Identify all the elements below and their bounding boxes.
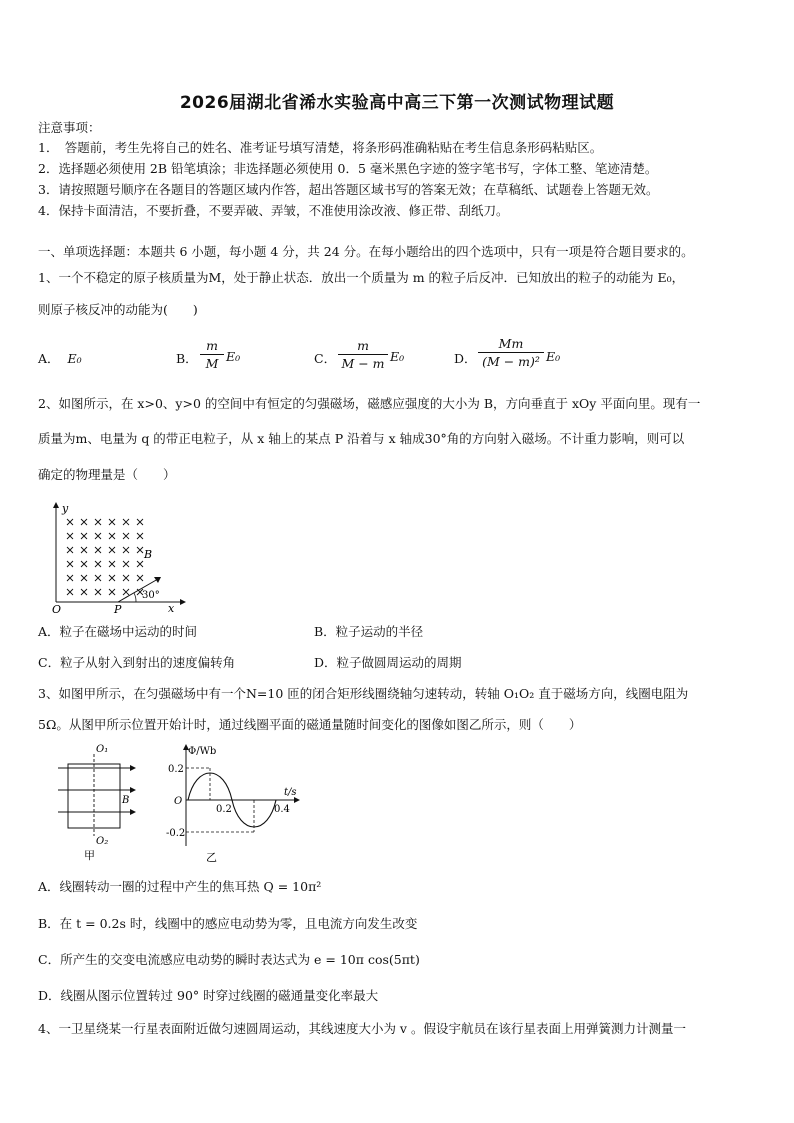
q3-coil-figure [58,740,138,865]
option-expr: E₀ [67,351,82,366]
field-cross-mark [137,533,143,539]
q1-option-c-fraction [338,338,388,371]
q1-option-c-tail: E₀ [390,349,405,364]
q2-option-a: A．粒子在磁场中运动的时间 [38,624,198,639]
q1-option-b-fraction [200,338,224,371]
field-cross-mark [109,561,115,567]
q2-stem-line2: 质量为m、电量为 q 的带正电粒子，从 x 轴上的某点 P 沿着与 x 轴成30°角的方向射入磁场。不计重力影响，则可以 [38,431,685,446]
angle-label: 30° [142,590,160,601]
field-b-label: B [144,548,153,561]
q1-option-b-label: B． [176,351,198,366]
field-cross-mark [67,561,73,567]
field-cross-mark [95,533,101,539]
q3-option-c: C．所产生的交变电流感应电动势的瞬时表达式为 e = 10π cos(5πt) [38,952,420,967]
field-cross-mark [67,519,73,525]
numerator: m [357,338,369,353]
x-tick-0-2: 0.2 [216,804,232,815]
q1-stem-line2: 则原子核反冲的动能为( ) [38,302,198,317]
origin-label: O [52,603,62,615]
y-axis-label: Φ/Wb [188,746,217,757]
q2-option-c: C．粒子从射入到射出的速度偏转角 [38,655,236,670]
denominator: M [205,356,219,371]
field-cross-mark [67,533,73,539]
field-cross-mark [123,519,129,525]
q2-stem-line1: 2、如图所示，在 x>0、y>0 的空间中有恒定的匀强磁场，磁感应强度的大小为 B，方向垂直于 xOy 平面向里。现有一 [38,396,701,411]
axis-o2-label: O₂ [96,836,109,847]
notice-heading: 注意事项： [38,120,101,135]
field-cross-mark [109,575,115,581]
page-title: 2026届湖北省浠水实验高中高三下第一次测试物理试题 [179,93,615,113]
field-cross-mark [109,547,115,553]
field-cross-mark [81,561,87,567]
section-heading: 一、单项选择题：本题共 6 小题，每小题 4 分，共 24 分。在每小题给出的四个选项中，只有一项是符合题目要求的。 [38,244,694,259]
field-cross-mark [67,547,73,553]
field-cross-mark [95,589,101,595]
field-cross-mark [95,561,101,567]
figure-caption-yi: 乙 [206,851,217,864]
y-axis-label: y [62,502,69,515]
field-cross-mark [95,575,101,581]
point-p-label: P [114,603,122,615]
field-cross-mark [67,575,73,581]
x-tick-0-4: 0.4 [274,804,290,815]
y-tick-bottom: -0.2 [166,828,186,839]
field-cross-mark [137,561,143,567]
field-cross-mark [109,519,115,525]
y-tick-top: 0.2 [168,764,184,775]
notice-item-1: 1． 答题前，考生先将自己的姓名、准考证号填写清楚，将条形码准确粘贴在考生信息条形码粘贴区。 [38,140,603,155]
field-cross-mark [137,547,143,553]
field-cross-mark [81,575,87,581]
q1-option-c-label: C． [314,351,337,366]
field-cross-mark [81,589,87,595]
q3-stem-line1: 3、如图甲所示，在匀强磁场中有一个N=10 匝的闭合矩形线圈绕轴匀速转动，转轴 O₁O₂ 直于磁场方向，线圈电阻为 [38,686,689,701]
field-b-label: B [122,795,130,806]
field-cross-mark [109,533,115,539]
field-cross-mark [81,533,87,539]
field-cross-mark [123,561,129,567]
field-cross-mark [123,575,129,581]
field-cross-mark [95,519,101,525]
numerator: m [206,338,218,353]
q3-stem-line2: 5Ω。从图甲所示位置开始计时，通过线圈平面的磁通量随时间变化的图像如图乙所示，则（ ） [38,717,582,732]
notice-item-3: 3．请按照题号顺序在各题目的答题区域内作答，超出答题区域书写的答案无效；在草稿纸、试题卷上答题无效。 [38,182,659,197]
numerator: Mm [498,336,524,351]
notice-item-4: 4．保持卡面清洁，不要折叠，不要弄破、弄皱，不准使用涂改液、修正带、刮纸刀。 [38,203,509,218]
q2-option-b: B．粒子运动的半径 [314,624,424,639]
field-cross-mark [123,589,129,595]
x-axis-label: x [168,602,175,615]
q3-flux-graph [166,742,306,867]
q1-option-d-tail: E₀ [546,349,561,364]
figure-caption-jia: 甲 [84,849,95,862]
q4-stem-line1: 4、一卫星绕某一行星表面附近做匀速圆周运动，其线速度大小为 v 。假设宇航员在该行星表面上用弹簧测力计测量一 [38,1021,686,1036]
field-cross-mark [67,589,73,595]
field-cross-mark [137,519,143,525]
notice-item-2: 2．选择题必须使用 2B 铅笔填涂；非选择题必须使用 0．5 毫米黑色字迹的签字笔书写，字体工整、笔迹清楚。 [38,161,658,176]
field-cross-mark [137,575,143,581]
q1-option-d-fraction [478,336,544,369]
option-label: A． [38,351,60,366]
field-cross-mark [123,547,129,553]
field-cross-mark [81,547,87,553]
q1-option-d-label: D． [454,351,477,366]
axis-o1-label: O₁ [96,744,109,755]
q1-option-b-tail: E₀ [226,349,241,364]
field-cross-mark [81,519,87,525]
field-cross-mark [109,589,115,595]
denominator: (M − m)² [482,354,540,369]
field-cross-mark [95,547,101,553]
field-cross-mark [123,533,129,539]
q2-option-d: D．粒子做圆周运动的周期 [314,655,462,670]
origin-label: O [174,796,183,807]
q3-option-a: A．线圈转动一圈的过程中产生的焦耳热 Q = 10π² [38,879,322,894]
q3-option-b: B．在 t = 0.2s 时，线圈中的感应电动势为零，且电流方向发生改变 [38,916,418,931]
x-axis-label: t/s [284,787,297,798]
denominator: M − m [341,356,385,371]
q2-stem-line3: 确定的物理量是（ ） [38,467,176,482]
q2-magnetic-field-figure [40,500,190,615]
q1-stem-line1: 1、一个不稳定的原子核质量为M，处于静止状态．放出一个质量为 m 的粒子后反冲．已知放出的粒子的动能为 E₀， [38,270,685,285]
q1-option-a [38,349,82,367]
q3-option-d: D．线圈从图示位置转过 90° 时穿过线圈的磁通量变化率最大 [38,988,379,1003]
